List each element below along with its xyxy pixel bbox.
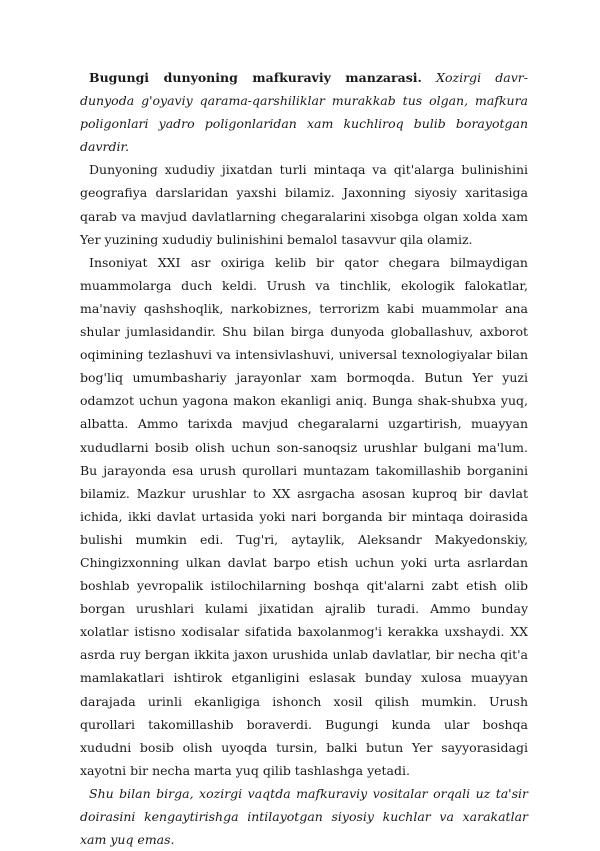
intro-italic-text: Xozirgi davr-dunyoda g'oyaviy qarama-qarshiliklar murakkab tus olgan, mafkura poligonlari yadro poligonlaridan xam kuchliroq bulib borayotgan davrdir. bbox=[80, 70, 528, 155]
section-heading: Bugungi dunyoning mafkuraviy manzarasi. bbox=[89, 70, 422, 85]
paragraph-geography: Dunyoning xududiy jixatdan turli mintaqa va qit'alarga bulinishini geografiya darslaridan yaxshi bilamiz. Jaxonning siyosiy xaritasiga qarab va mavjud davlatlarning chegaralarini xisobga olgan xolda xam Yer yuzining xududiy bulinishini bemalol tasavvur qila olamiz. bbox=[80, 162, 528, 247]
paragraph-ideological-forces: Shu bilan birga, xozirgi vaqtda mafkuraviy vositalar orqali uz ta'sir doirasini kengaytirishga intilayotgan siyosiy kuchlar va xarakatlar xam yuq emas. bbox=[80, 785, 528, 848]
paragraph-global-problems: Insoniyat XXI asr oxiriga kelib bir qator chegara bilmaydigan muammolarga duch keldi. Urush va tinchlik, ekologik falokatlar, ma'naviy qashshoqlik, narkobiznes, terrorizm kabi muammolar ana shular jumlasidandir. Shu bilan birga dunyoda globallashuv, axborot oqimining tezlashuvi va intensivlashuvi, universal texnologiyalar bilan bog'liq umumbashariy jarayonlar xam bormoqda. Butun Yer yuzi odamzot uchun yagona makon ekanligi aniq. Bunga shak-shubxa yuq, albatta. Ammo tarixda mavjud chegaralarni uzgartirish, muayyan xududlarni bosib olish uchun son-sanoqsiz urushlar bulgani ma'lum. Bu jarayonda esa urush qurollari muntazam takomillashib borganini bilamiz. Mazkur urushlar to XX asrgacha asosan kuproq bir davlat ichida, ikki davlat urtasida yoki nari borganda bir mintaqa doirasida bulishi mumkin edi. Tug'ri, aytaylik, Aleksandr Makyedonskiy, Chingizxonning ulkan davlat barpo etish uchun yoki urta asrlardan boshlab yevropalik istilochilarning boshqa qit'alarni zabt etish olib borgan urushlari kulami jixatidan ajralib turadi. Ammo bunday xolatlar istisno xodisalar sifatida baxolanmog'i kerakka uxshaydi. XX asrda ruy bergan ikkita jaxon urushida unlab davlatlar, bir necha qit'a mamlakatlari ishtirok etganligini eslasak bunday xulosa muayyan darajada urinli ekanligiga ishonch xosil qilish mumkin. Urush qurollari takomillashib boraverdi. Bugungi kunda ular boshqa xududni bosib olish uyoqda tursin, balki butun Yer sayyorasidagi xayotni bir necha marta yuq qilib tashlashga yetadi. bbox=[80, 254, 528, 778]
paragraph-intro bbox=[80, 66, 528, 158]
document-body bbox=[80, 66, 528, 851]
